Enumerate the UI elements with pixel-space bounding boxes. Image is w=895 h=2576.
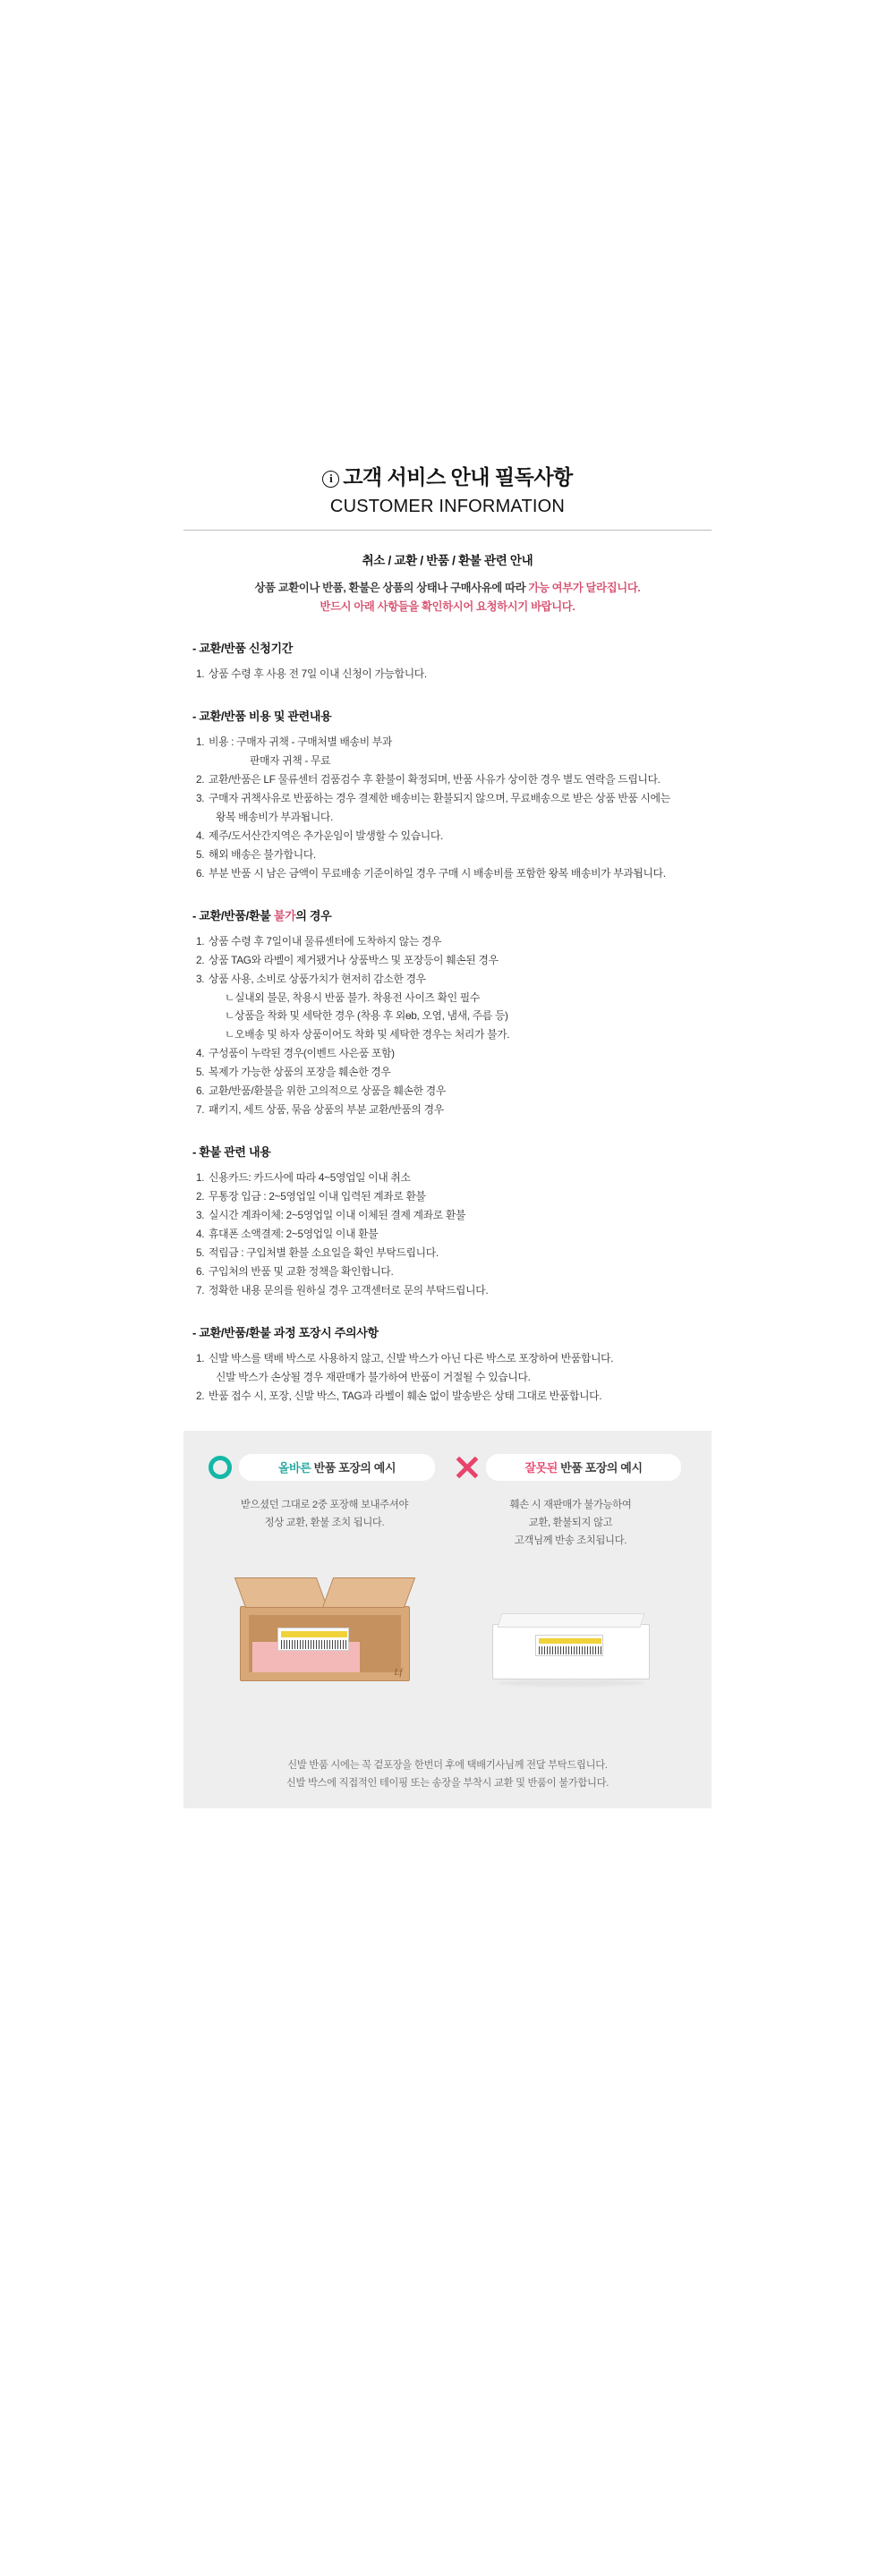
list-text: 반품 접수 시, 포장, 신발 박스, TAG과 라벨이 훼손 없이 발송받은 상태 그대로 반품합니다. bbox=[209, 1390, 602, 1403]
list-text: 상품 수령 후 사용 전 7일 이내 신청이 가능합니다. bbox=[209, 667, 427, 680]
list-item bbox=[196, 1063, 712, 1082]
list-item bbox=[196, 970, 712, 1045]
list-text: 교환/반품/환불을 위한 고의적으로 상품을 훼손한 경우 bbox=[209, 1084, 446, 1098]
list-number: 5. bbox=[196, 847, 205, 861]
list-item bbox=[196, 1387, 712, 1406]
list-item bbox=[196, 864, 712, 883]
intro-line-1-b: 가능 여부가 달라집니다. bbox=[528, 581, 641, 594]
list-text: 휴대폰 소액결제: 2~5영업일 이내 환불 bbox=[209, 1228, 379, 1241]
list-item bbox=[196, 1281, 712, 1300]
good-badge-label bbox=[239, 1454, 435, 1481]
shipping-label-icon bbox=[277, 1628, 349, 1651]
good-caption-line-2: 정상 교환, 환불 조치 됩니다. bbox=[264, 1518, 385, 1528]
intro-block bbox=[183, 550, 712, 616]
customer-information-document bbox=[0, 465, 895, 1808]
list-text: 해외 배송은 불가합니다. bbox=[209, 847, 316, 861]
bad-caption-line-3: 고객님께 반송 조치됩니다. bbox=[514, 1535, 627, 1546]
list-item bbox=[196, 932, 712, 951]
section-title-pre: - 교환/반품/환불 bbox=[192, 908, 274, 922]
list-subtext: ㄴ오배송 및 하자 상품이어도 착화 및 세탁한 경우는 처리가 불가. bbox=[225, 1028, 510, 1041]
list-item bbox=[196, 1101, 712, 1119]
list-item bbox=[196, 1244, 712, 1262]
list-subtext: ㄴ실내외 불문, 착용시 반품 불가. 착용전 사이즈 확인 필수 bbox=[225, 990, 480, 1004]
list-text: 상품 TAG와 라벨이 제거됐거나 상품박스 및 포장등이 훼손된 경우 bbox=[209, 953, 499, 966]
list-number: 4. bbox=[196, 1047, 205, 1060]
list-item bbox=[196, 846, 712, 864]
bad-badge-row bbox=[448, 1454, 694, 1481]
good-badge-highlight: 올바른 bbox=[277, 1461, 311, 1475]
intro-line-2: 반드시 아래 사항들을 확인하시어 요청하시기 바랍니다. bbox=[320, 599, 575, 613]
good-caption bbox=[201, 1497, 448, 1533]
list-item bbox=[196, 770, 712, 789]
section-list bbox=[183, 665, 712, 684]
box-flap-left-shape bbox=[234, 1577, 327, 1608]
list-text: 신발 박스를 택배 박스로 사용하지 않고, 신발 박스가 아닌 다른 박스로 포장하여 반품합니다. bbox=[209, 1352, 614, 1365]
section-list bbox=[183, 1349, 712, 1406]
list-subtext: 왕복 배송비가 부과됩니다. bbox=[216, 810, 333, 823]
list-text: 상품 수령 후 7일이내 물류센터에 도착하지 않는 경우 bbox=[209, 934, 442, 948]
list-number: 4. bbox=[196, 829, 205, 842]
page-title-text: 고객 서비스 안내 필독사항 bbox=[343, 465, 573, 489]
bad-badge-highlight: 잘못된 bbox=[524, 1461, 558, 1475]
page-subtitle: CUSTOMER INFORMATION bbox=[329, 496, 566, 516]
good-box-illustration bbox=[201, 1538, 448, 1726]
section-title: - 교환/반품 비용 및 관련내용 bbox=[192, 709, 332, 723]
list-item bbox=[196, 1082, 712, 1101]
packaging-examples-panel bbox=[183, 1431, 712, 1808]
panel-footer bbox=[201, 1756, 694, 1793]
list-text: 실시간 계좌이체: 2~5영업일 이내 이체된 결제 계좌로 환불 bbox=[209, 1209, 466, 1222]
list-number: 6. bbox=[196, 1265, 205, 1279]
list-item bbox=[196, 1187, 712, 1206]
intro-line-1-a: 상품 교환이나 반품, 환불은 상품의 상태나 구매사유에 따라 bbox=[254, 581, 529, 594]
section-title: - 교환/반품/환불 과정 포장시 주의사항 bbox=[192, 1326, 379, 1340]
list-text: 정확한 내용 문의를 원하실 경우 고객센터로 문의 부탁드립니다. bbox=[209, 1284, 489, 1297]
list-text: 무통장 입금 : 2~5영업일 이내 입력된 계좌로 환불 bbox=[209, 1190, 426, 1203]
list-item bbox=[196, 1225, 712, 1244]
list-number: 7. bbox=[196, 1284, 205, 1297]
list-number: 1. bbox=[196, 667, 205, 680]
good-caption-line-1: 받으셨던 그대로 2중 포장해 보내주셔야 bbox=[240, 1500, 409, 1511]
document-header bbox=[183, 465, 712, 531]
box-flap-right-shape bbox=[321, 1577, 414, 1608]
list-number: 3. bbox=[196, 1209, 205, 1222]
section-title-highlight: 불가 bbox=[273, 908, 296, 922]
list-item bbox=[196, 827, 712, 846]
list-text: 상품 사용, 소비로 상품가치가 현저히 감소한 경우 bbox=[209, 972, 426, 985]
list-number: 1. bbox=[196, 934, 205, 948]
header-divider bbox=[183, 530, 712, 531]
list-text: 복제가 가능한 상품의 포장을 훼손한 경우 bbox=[209, 1066, 391, 1079]
list-text: 구매자 귀책사유로 반품하는 경우 결제한 배송비는 환불되지 않으며, 무료배송으로 받은 상품 반품 시에는 bbox=[209, 791, 670, 804]
section-refund-info bbox=[183, 1143, 712, 1300]
list-number: 1. bbox=[196, 735, 205, 748]
bad-example-column bbox=[448, 1454, 694, 1743]
section-apply-period bbox=[183, 639, 712, 684]
circle-o-mark-icon bbox=[209, 1456, 232, 1479]
panel-footer-line-1: 신발 반품 시에는 꼭 겉포장을 한번더 후에 택배기사님께 전달 부탁드립니다. bbox=[287, 1759, 608, 1771]
list-item bbox=[196, 1044, 712, 1063]
list-number: 6. bbox=[196, 1084, 205, 1098]
list-number: 2. bbox=[196, 953, 205, 966]
brand-logo: Lf bbox=[394, 1666, 403, 1678]
list-item bbox=[196, 665, 712, 684]
bad-caption-line-2: 교환, 환불되지 않고 bbox=[528, 1518, 613, 1528]
section-title-post: 의 경우 bbox=[295, 908, 332, 922]
list-item bbox=[196, 1169, 712, 1187]
list-text: 제주/도서산간지역은 추가운임이 발생할 수 있습니다. bbox=[209, 829, 443, 842]
list-text: 비용 : 구매자 귀책 - 구매처별 배송비 부과 bbox=[209, 735, 392, 748]
panel-footer-line-2: 신발 박스에 직접적인 테이핑 또는 송장을 부착시 교환 및 반품이 불가합니다. bbox=[286, 1777, 609, 1789]
box-shadow-shape bbox=[498, 1679, 644, 1687]
section-title bbox=[183, 906, 712, 923]
list-text: 패키지, 세트 상품, 묶음 상품의 부분 교환/반품의 경우 bbox=[209, 1103, 444, 1117]
list-number: 1. bbox=[196, 1352, 205, 1365]
list-number: 2. bbox=[196, 1190, 205, 1203]
list-number: 4. bbox=[196, 1228, 205, 1241]
list-number: 6. bbox=[196, 866, 205, 880]
bad-box-illustration bbox=[448, 1556, 694, 1744]
info-circle-icon: i bbox=[322, 471, 339, 488]
list-number: 2. bbox=[196, 1390, 205, 1403]
list-item bbox=[196, 789, 712, 827]
page-title bbox=[183, 465, 712, 490]
bad-caption-line-1: 훼손 시 재판매가 불가능하여 bbox=[509, 1500, 632, 1511]
section-fee-and-details bbox=[183, 707, 712, 883]
list-text: 적립금 : 구입처별 환불 소요일을 확인 부탁드립니다. bbox=[209, 1246, 439, 1260]
bad-badge-label bbox=[486, 1454, 681, 1481]
list-subtext: 신발 박스가 손상될 경우 재판매가 불가하여 반품이 거절될 수 있습니다. bbox=[216, 1371, 531, 1384]
list-subtext: 판매자 귀책 - 무료 bbox=[250, 753, 331, 767]
list-text: 부분 반품 시 남은 금액이 무료배송 기준이하일 경우 구매 시 배송비를 포함한 왕복 배송비가 부과됩니다. bbox=[209, 866, 666, 880]
bad-badge-rest: 반품 포장의 예시 bbox=[557, 1461, 643, 1475]
list-text: 구입처의 반품 및 교환 정책을 확인합니다. bbox=[209, 1265, 394, 1279]
section-title: - 교환/반품 신청기간 bbox=[192, 641, 294, 655]
good-badge-rest: 반품 포장의 예시 bbox=[311, 1461, 396, 1475]
list-item bbox=[196, 733, 712, 770]
section-list bbox=[183, 932, 712, 1120]
list-number: 3. bbox=[196, 972, 205, 985]
list-number: 5. bbox=[196, 1066, 205, 1079]
list-item bbox=[196, 1262, 712, 1281]
section-impossible-cases bbox=[183, 906, 712, 1120]
list-item bbox=[196, 951, 712, 970]
list-text: 구성품이 누락된 경우(이벤트 사은품 포함) bbox=[209, 1047, 395, 1060]
list-text: 교환/반품은 LF 물류센터 검품검수 후 환불이 확정되며, 반품 사유가 상이한 경우 별도 연락을 드립니다. bbox=[209, 772, 661, 786]
list-number: 3. bbox=[196, 791, 205, 804]
section-list bbox=[183, 1169, 712, 1300]
list-item bbox=[196, 1206, 712, 1225]
intro-title: 취소 / 교환 / 반품 / 환불 관련 안내 bbox=[362, 553, 533, 567]
list-text: 신용카드: 카드사에 따라 4~5영업일 이내 취소 bbox=[209, 1171, 411, 1185]
bad-caption bbox=[448, 1497, 694, 1550]
list-item bbox=[196, 1349, 712, 1387]
list-subtext: ㄴ상품을 착화 및 세탁한 경우 (착용 후 외өb, 오염, 냄새, 주름 등) bbox=[225, 1009, 508, 1023]
list-number: 2. bbox=[196, 772, 205, 786]
section-list bbox=[183, 733, 712, 883]
list-number: 5. bbox=[196, 1246, 205, 1260]
list-number: 1. bbox=[196, 1171, 205, 1185]
list-number: 7. bbox=[196, 1103, 205, 1117]
cross-x-mark-icon bbox=[455, 1456, 479, 1480]
good-badge-row bbox=[201, 1454, 448, 1481]
intro-line-1 bbox=[183, 580, 712, 597]
good-example-column bbox=[201, 1454, 448, 1743]
section-packaging-cautions bbox=[183, 1323, 712, 1406]
shipping-label-icon bbox=[535, 1635, 603, 1656]
shoe-box-lid-shape bbox=[497, 1613, 644, 1628]
section-title: - 환불 관련 내용 bbox=[192, 1145, 271, 1160]
